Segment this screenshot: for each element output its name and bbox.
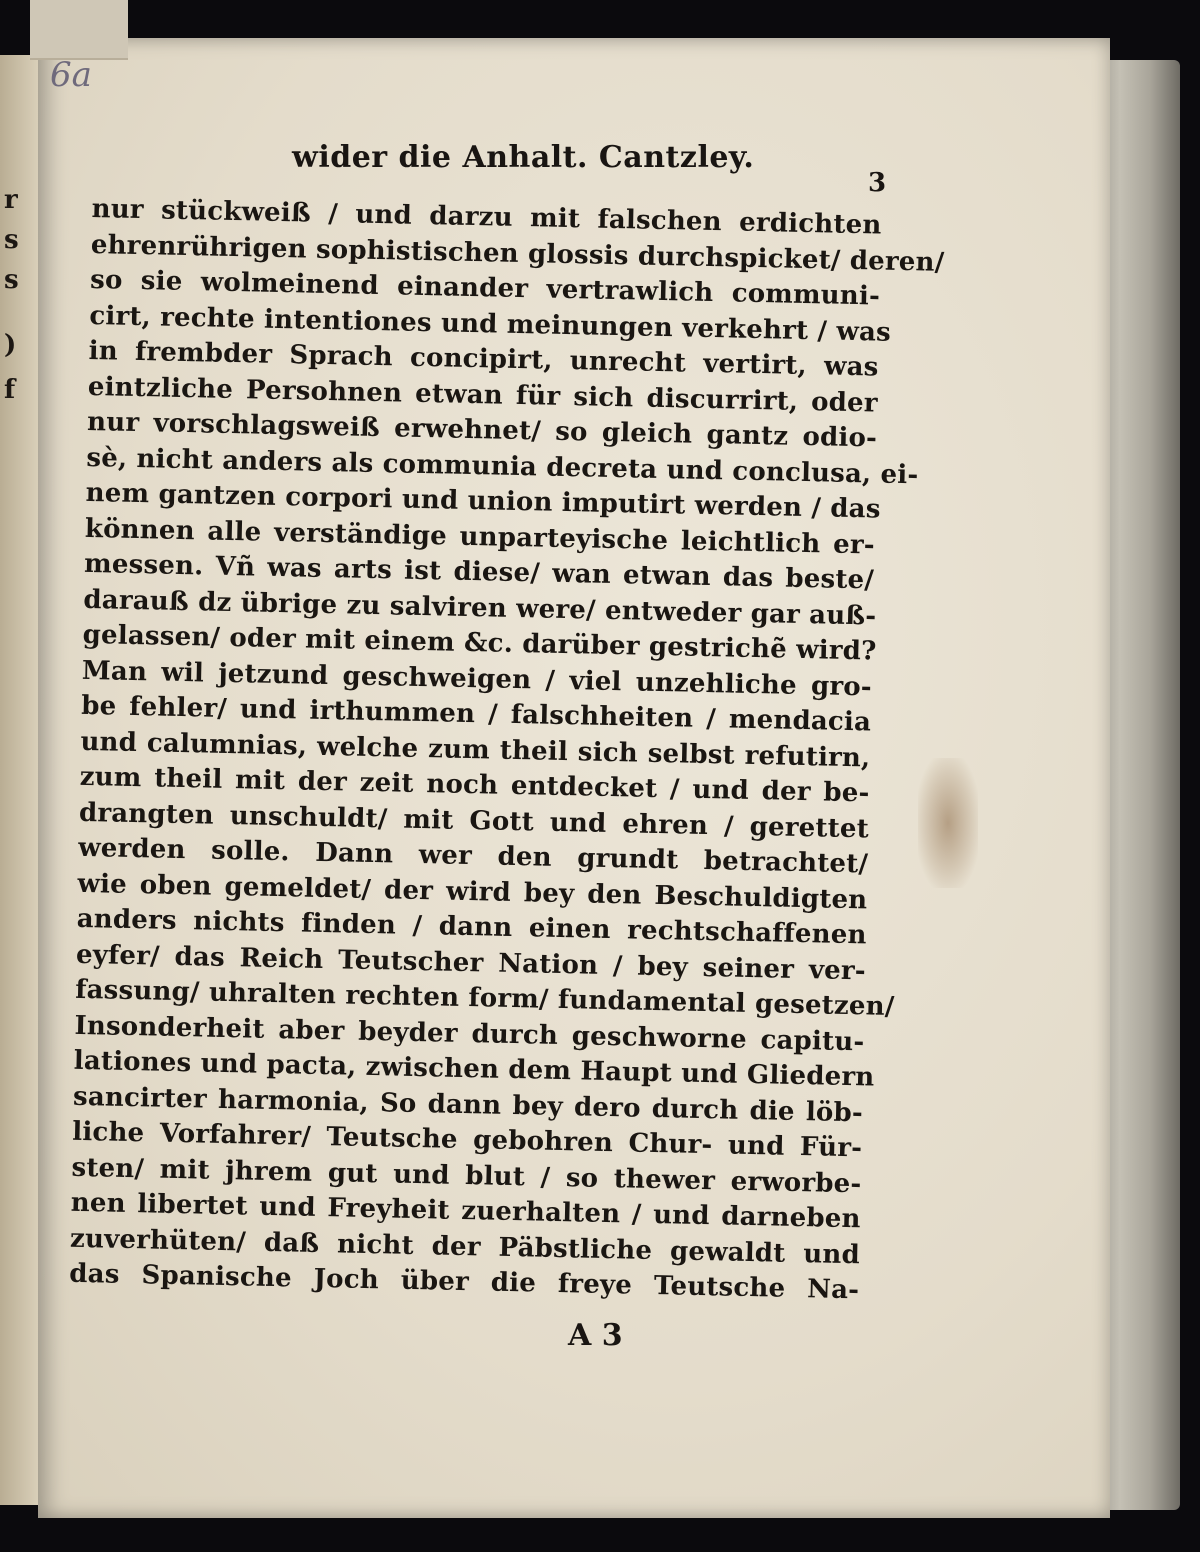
- paper-tab: [30, 0, 128, 60]
- text-line: nur stückweiß / und darzu mit falschen erdichten: [91, 193, 882, 241]
- text-line: ehrenrührigen sophistischen glossis durchspicket/ deren/: [90, 229, 945, 278]
- text-line: Insonderheit aber beyder durch geschworne capitu-: [74, 1010, 865, 1057]
- text-line: fassung/ uhralten rechten form/ fundamental gesetzen/: [74, 974, 895, 1022]
- text-line: eintzliche Persohnen etwan für sich discurrirt, oder: [87, 371, 879, 418]
- text-line: zuverhüten/ daß nicht der Päbstliche gewaldt und: [69, 1223, 861, 1270]
- text-line: sancirter harmonia, So dann bey dero durch die löb-: [72, 1081, 864, 1128]
- text-line: be fehler/ und irthummen / falschheiten / mendacia: [80, 690, 872, 738]
- text-line: eyfer/ das Reich Teutscher Nation / bey seiner ver-: [75, 939, 867, 986]
- margin-glyph: s: [4, 225, 19, 255]
- text-line: lationes und pacta, zwischen dem Haupt und Gliedern: [73, 1045, 875, 1093]
- text-line: nen libertet und Freyheit zuerhalten / und darneben: [70, 1187, 861, 1235]
- text-line: können alle verständige unparteyische leichtlich er-: [84, 513, 876, 560]
- corner-note: 6a: [50, 55, 92, 95]
- margin-glyph: s: [4, 265, 19, 295]
- text-line: zum theil mit der zeit noch entdecket / und der be-: [79, 761, 870, 809]
- signature-mark: A 3: [568, 1318, 623, 1353]
- text-line: gelassen/ oder mit einem &c. darüber gestrichẽ wird?: [82, 619, 877, 667]
- text-line: Man wil jetzund geschweigen / viel unzehliche gro-: [81, 655, 873, 702]
- body-text: [69, 192, 945, 1309]
- text-line: darauß dz übrige zu salviren were/ entweder gar auß-: [83, 584, 877, 632]
- text-line: und calumnias, welche zum theil sich selbst refutirn,: [80, 726, 871, 773]
- text-line: messen. Vñ was arts ist diese/ wan etwan das beste/: [83, 548, 875, 596]
- running-head: wider die Anhalt. Cantzley.: [292, 140, 755, 175]
- text-line: so sie wolmeinend einander vertrawlich communi-: [89, 264, 881, 312]
- text-line: in frembder Sprach concipirt, unrecht vertirt, was: [88, 335, 879, 383]
- text-line: werden solle. Dann wer den grundt betrachtet/: [77, 832, 869, 880]
- text-line: drangten unschuldt/ mit Gott und ehren / gerettet: [78, 797, 870, 844]
- margin-glyph: r: [4, 185, 18, 215]
- text-line: anders nichts finden / dann einen rechtschaffenen: [76, 903, 867, 951]
- text-line: das Spanische Joch über die freye Teutsche Na-: [69, 1258, 860, 1306]
- facing-page-edge: [0, 55, 38, 1505]
- text-line: sè, nicht anders als communia decreta und conclusa, ei-: [86, 442, 919, 490]
- water-stain: [918, 758, 978, 888]
- text-line: nur vorschlagsweiß erwehnet/ so gleich gantz odio-: [86, 406, 878, 454]
- margin-glyph: f: [4, 375, 16, 405]
- text-line: wie oben gemeldet/ der wird bey den Beschuldigten: [77, 868, 868, 915]
- text-line: nem gantzen corpori und union imputirt werden / das: [85, 477, 881, 525]
- text-line: liche Vorfahrer/ Teutsche gebohren Chur- und Für-: [71, 1116, 863, 1164]
- margin-glyph: ): [4, 330, 17, 360]
- page-number: 3: [868, 168, 887, 198]
- text-line: cirt, rechte intentiones und meinungen verkehrt / was: [89, 300, 892, 348]
- text-line: sten/ mit jhrem gut und blut / so thewer erworbe-: [71, 1152, 862, 1199]
